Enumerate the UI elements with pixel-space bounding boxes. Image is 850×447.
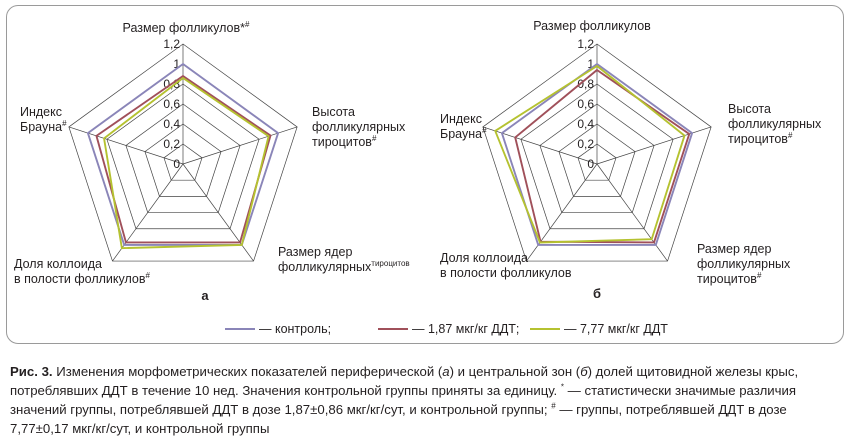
caption-panel-b: б	[580, 364, 588, 379]
radar-chart-b	[440, 19, 822, 301]
axis-label-line: фолликулярных	[697, 257, 791, 271]
axis-spoke	[183, 127, 297, 164]
axis-label-line: Высота	[728, 102, 771, 116]
r-tick-label: 1	[587, 57, 594, 71]
axis-label-mark: #	[62, 119, 67, 128]
axis-label-mark: #	[371, 134, 377, 143]
axis-label	[123, 20, 250, 35]
axis-label	[728, 102, 822, 146]
r-tick-label: 1	[173, 57, 180, 71]
axis-label-mark: тироцитов	[371, 259, 410, 268]
legend-label: — контроль;	[259, 322, 332, 336]
r-tick-label: 1,2	[577, 37, 594, 51]
r-tick-label: 0,2	[163, 137, 180, 151]
axis-label	[533, 19, 651, 33]
caption-text-1: Изменения морфометрических показателей периферической (	[52, 364, 443, 379]
axis-label-mark: #	[245, 20, 250, 29]
axis-label-line: Доля коллоида	[14, 257, 103, 271]
axis-label-line: фолликулярных	[312, 120, 406, 134]
series-line	[96, 76, 270, 242]
r-tick-label: 0,6	[577, 97, 594, 111]
axis-label-line: Высота	[312, 105, 355, 119]
r-tick-label: 0,6	[163, 97, 180, 111]
caption-text-3: ) долей щитовидной железы крыс, потреблявших ДДТ в течение 10 нед. Значения контрольной группы приняты за единицу.	[10, 364, 799, 398]
panel-label: а	[201, 288, 209, 303]
axis-label-line: Брауна	[20, 120, 63, 134]
axis-label-line: Брауна	[440, 127, 483, 141]
axis-label-line: Размер фолликулов*	[122, 21, 245, 35]
r-tick-label: 0,8	[163, 77, 180, 91]
axis-label-line: Индекс	[20, 105, 62, 119]
caption-star-mark: *	[560, 382, 564, 392]
caption-text-5: — группы, потреблявшей ДДТ в дозе 7,77±0,17 мкг/кг/сут, и контрольной группы	[10, 402, 787, 436]
axis-label	[278, 245, 410, 274]
r-tick-label: 1,2	[163, 37, 180, 51]
caption-fig-number: Рис. 3.	[10, 364, 53, 379]
legend-label: — 1,87 мкг/кг ДДТ;	[412, 322, 520, 336]
axis-label-mark: #	[482, 126, 487, 135]
axis-label-line: Доля коллоида	[440, 251, 529, 265]
axis-label	[312, 105, 406, 149]
caption-text-2: ) и центральной зон (	[449, 364, 581, 379]
caption-hash-mark: #	[551, 401, 556, 411]
axis-label-line: тироцитов	[312, 135, 372, 149]
r-tick-label: 0,4	[163, 117, 180, 131]
axis-label-mark: #	[756, 271, 762, 280]
axis-label-mark: #	[787, 131, 793, 140]
axis-label-mark: #	[145, 271, 150, 280]
axis-label-line: тироцитов	[697, 272, 757, 286]
axis-label-line: Размер ядер	[697, 242, 772, 256]
caption-panel-a: а	[442, 364, 450, 379]
series-line	[495, 66, 684, 242]
panel-label: б	[592, 286, 602, 301]
caption-text-4: — статистически значимые различия значений группы, потреблявшей ДДТ в дозе 1,87±0,86 мкг/кг/сут, и контрольной группы;	[10, 383, 797, 417]
legend-label: — 7,77 мкг/кг ДДТ	[564, 322, 668, 336]
r-tick-label: 0,4	[577, 117, 594, 131]
r-tick-label: 0	[587, 157, 594, 171]
axis-label-line: Размер фолликулов	[533, 19, 651, 33]
r-tick-label: 0,2	[577, 137, 594, 151]
axis-label	[440, 112, 487, 141]
axis-label-line: фолликулярных	[728, 117, 822, 131]
axis-label	[440, 251, 572, 280]
axis-label-line: фолликулярных	[278, 260, 372, 274]
axis-label-line: в полости фолликулов	[440, 266, 572, 280]
series-line	[515, 70, 689, 242]
axis-spoke	[597, 127, 711, 164]
axis-label	[20, 105, 67, 134]
axis-label-line: Размер ядер	[278, 245, 353, 259]
axis-label-line: в полости фолликулов	[14, 272, 146, 286]
axis-label-line: Индекс	[440, 112, 482, 126]
legend	[225, 322, 668, 336]
axis-label-line: тироцитов	[728, 132, 788, 146]
axis-label	[697, 242, 791, 286]
r-tick-label: 0	[173, 157, 180, 171]
figure-caption	[10, 362, 840, 438]
radar-chart-a	[14, 20, 410, 303]
r-tick-label: 0,8	[577, 77, 594, 91]
